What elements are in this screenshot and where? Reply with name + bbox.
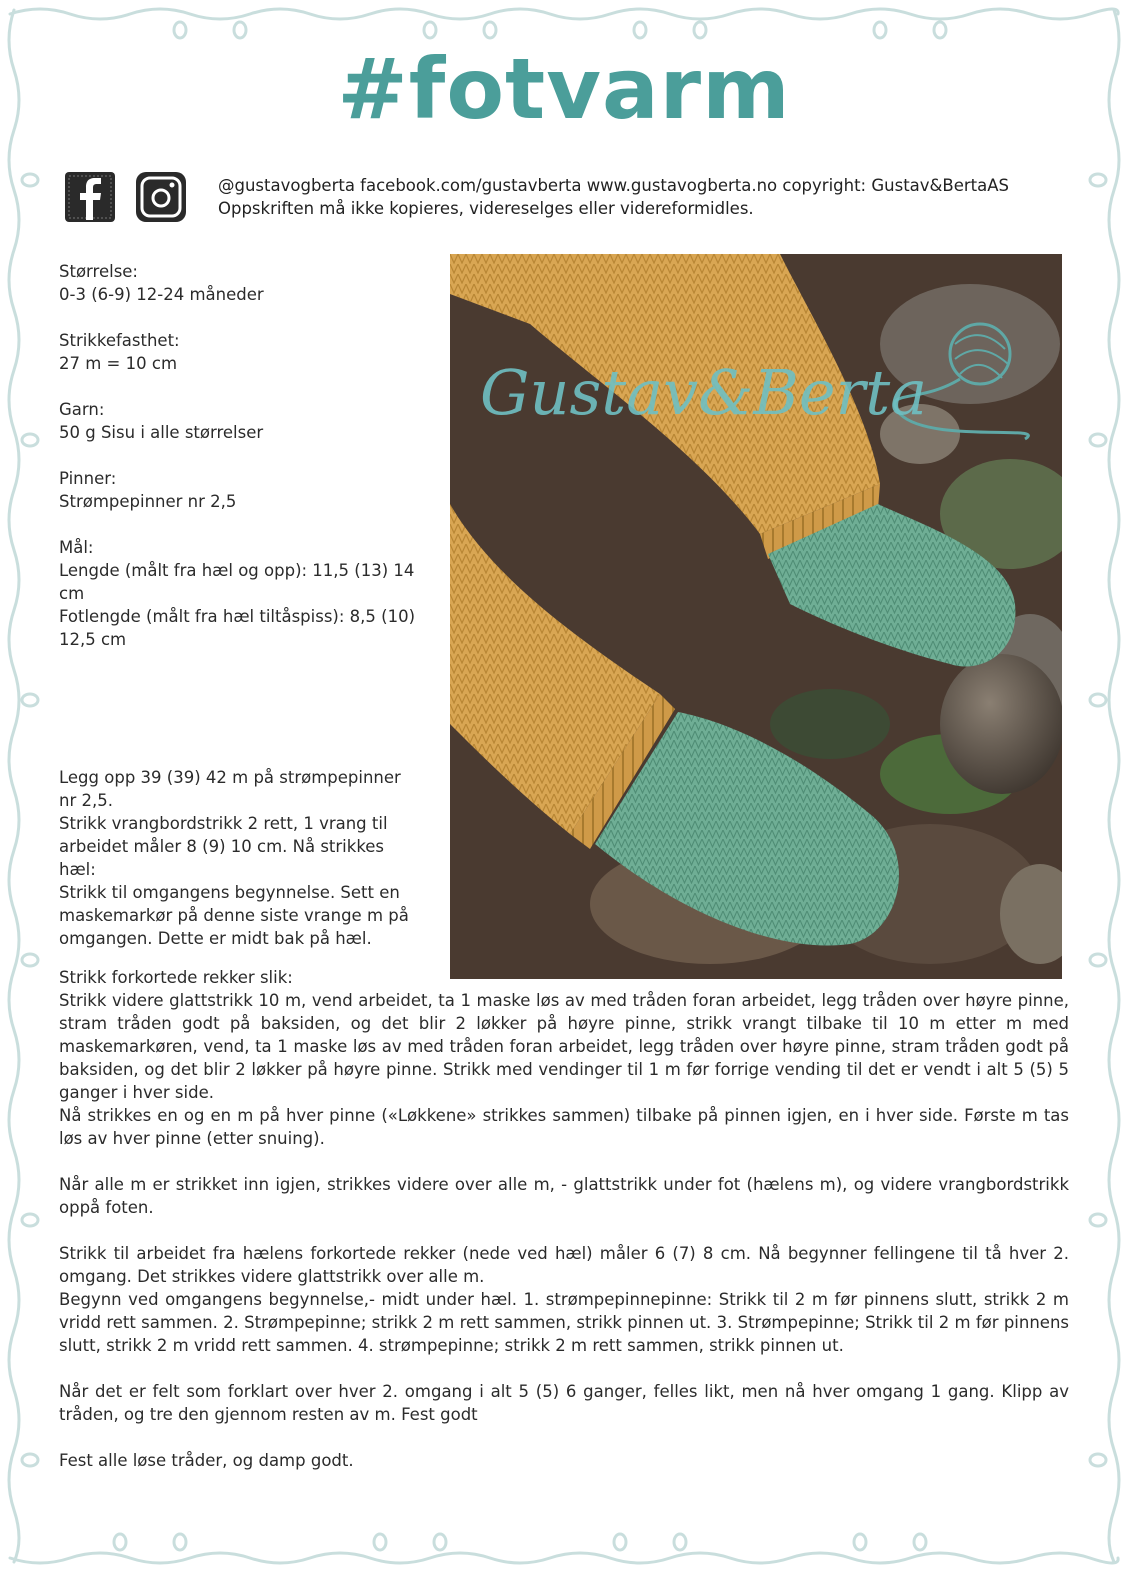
gauge-spec [59,329,434,375]
decrease-start-text: Strikk til arbeidet fra hælens forkortede rekker (nede ved hæl) måler 6 (7) 8 cm. Nå begynner fellingene til tå hver 2. omgang. Det strikkes videre glattstrikk over alle m. [59,1244,1069,1286]
measures-label: Mål: [59,538,94,557]
size-spec [59,260,434,306]
finish-toe-text: Når det er felt som forklart over hver 2. omgang i alt 5 (5) 6 ganger, felles likt, men nå hver omgang 1 gang. Klipp av tråden, og tre den gjennom resten av m. Fest godt [59,1382,1069,1424]
watermark-text: Gustav&Berta [480,356,928,429]
yarn-label: Garn: [59,400,105,419]
gauge-value: 27 m = 10 cm [59,354,178,373]
needles-label: Pinner: [59,469,117,488]
decrease-detail-text: Begynn ved omgangens begynnelse,- midt under hæl. 1. strømpepinnepinne: Strikk til 2 m før pinnens slutt, strikk 2 m vridd rett sammen. 2. Strømpepinne; strikk 2 m rett sammen, strikk pinnen ut. 3. Strømpepinne; Strikk til 2 m før pinnens slutt, strikk 2 m vridd rett sammen. 4. strømpepinne; strikk 2 m rett sammen, strikk pinnen ut. [59,1290,1069,1355]
cast-on-instructions [59,766,421,950]
measures-length: Lengde (målt fra hæl og opp): 11,5 (13) 14 cm [59,561,415,603]
finish-text: Fest alle løse tråder, og damp godt. [59,1451,354,1470]
measures-spec [59,536,434,651]
size-label: Størrelse: [59,262,138,281]
marker-text: Strikk til omgangens begynnelse. Sett en maskemarkør på denne siste vrange m på omgangen. Dette er midt bak på hæl. [59,883,409,948]
facebook-icon[interactable] [63,170,117,224]
needles-spec [59,467,434,513]
yarn-spec [59,398,434,444]
copy-restriction-line: Oppskriften må ikke kopieres, videreselges eller videreformidles. [218,199,754,218]
measures-foot: Fotlengde (målt fra hæl tiltåspiss): 8,5 (10) 12,5 cm [59,607,416,649]
instructions-body [59,966,1069,1495]
short-rows-text: Strikk videre glattstrikk 10 m, vend arbeidet, ta 1 maske løs av med tråden foran arbeidet, legg tråden over høyre pinne, stram tråden godt på baksiden, og det blir 2 løkker på høyre pinne, strikk vrangt tilbake til 10 m etter m med maskemarkøren, vend, ta 1 maske løs av med tråden foran arbeidet, legg tråden over høyre pinne, stram tråden godt på baksiden, og det blir 2 løkker på høyre pinne. Strikk med vendinger til 1 m før forrige vending til det er vendt i alt 5 (5) 5 ganger i hver side. [59,991,1069,1102]
instagram-icon[interactable] [134,170,188,224]
gauge-label: Strikkefasthet: [59,331,180,350]
copyright-notice [218,174,1078,220]
continue-text: Når alle m er strikket inn igjen, strikkes videre over alle m, - glattstrikk under fot (hælens m), og videre vrangbordstrikk oppå foten. [59,1175,1069,1217]
ribbing-text: Strikk vrangbordstrikk 2 rett, 1 vrang til arbeidet måler 8 (9) 10 cm. Nå strikkes hæl: [59,814,388,879]
product-photo [450,254,1062,979]
pattern-specs [59,260,434,674]
product-photo-illustration [450,254,1062,979]
yarn-value: 50 g Sisu i alle størrelser [59,423,264,442]
short-rows-title: Strikk forkortede rekker slik: [59,968,293,987]
social-links-line: @gustavogberta facebook.com/gustavberta www.gustavogberta.no copyright: Gustav&BertaAS [218,176,1010,195]
size-value: 0-3 (6-9) 12-24 måneder [59,285,264,304]
cast-on-text: Legg opp 39 (39) 42 m på strømpepinner nr 2,5. [59,768,401,810]
loops-text: Nå strikkes en og en m på hver pinne («Løkkene» strikkes sammen) tilbake på pinnen igjen, en i hver side. Første m tas løs av hver pinne (etter snuing). [59,1106,1069,1148]
page-title: #fotvarm [337,40,791,138]
needles-value: Strømpepinner nr 2,5 [59,492,237,511]
